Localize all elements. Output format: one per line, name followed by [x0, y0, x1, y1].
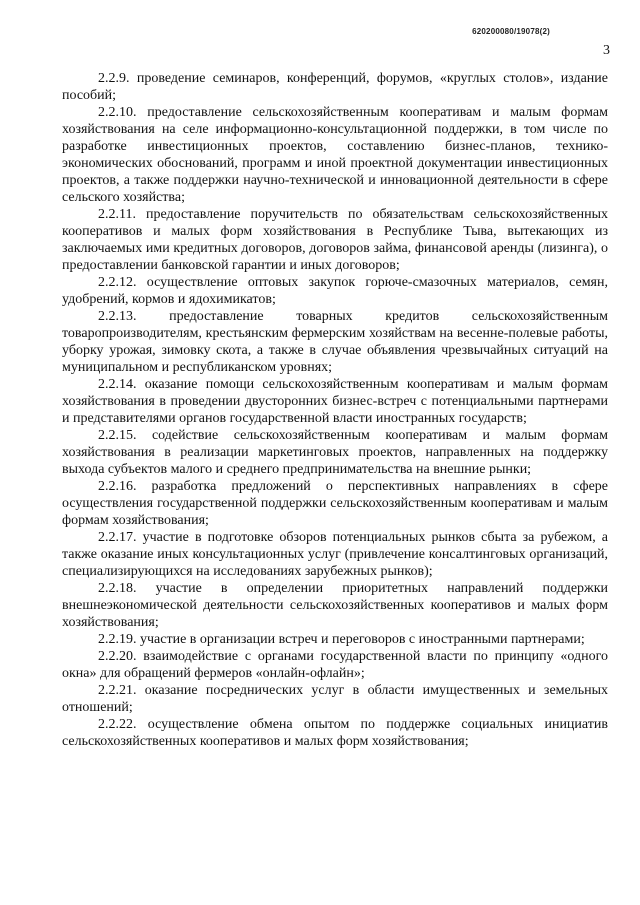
paragraph-2-2-9: 2.2.9. проведение семинаров, конференций, форумов, «круглых столов», издание пособий; [62, 71, 608, 103]
paragraph-2-2-13: 2.2.13. предоставление товарных кредитов сельскохозяйственным товаропроизводителям, крестьянским фермерским хозяйствам на весенне-полевые работы, уборку урожая, зимовку скота, а также в случае объявления чрезвычайных ситуаций на муниципальном и республиканском уровнях; [62, 309, 608, 375]
paragraph-2-2-12: 2.2.12. осуществление оптовых закупок горюче-смазочных материалов, семян, удобрений, кормов и ядохимикатов; [62, 275, 608, 307]
page-number: 3 [603, 43, 610, 58]
paragraph-2-2-14: 2.2.14. оказание помощи сельскохозяйственным кооперативам и малым формам хозяйствования в проведении двусторонних бизнес-встреч с потенциальными партнерами и представителями органов государственной власти иностранных государств; [62, 377, 608, 426]
paragraph-2-2-21: 2.2.21. оказание посреднических услуг в области имущественных и земельных отношений; [62, 683, 608, 715]
paragraph-2-2-11: 2.2.11. предоставление поручительств по обязательствам сельскохозяйственных кооперативов и малых форм хозяйствования в Республике Тыва, вытекающих из заключаемых ими кредитных договоров, договоров займа, финансовой аренды (лизинга), о предоставлении банковской гарантии и иных договоров; [62, 207, 608, 273]
paragraph-2-2-16: 2.2.16. разработка предложений о перспективных направлениях в сфере осуществления государственной поддержки сельскохозяйственным кооперативам и малым формам хозяйствования; [62, 479, 608, 528]
paragraph-2-2-10: 2.2.10. предоставление сельскохозяйственным кооперативам и малым формам хозяйствования на селе информационно-консультационной поддержки, в том числе по разработке инвестиционных проектов, составлению бизнес-планов, технико-экономических обоснований, программ и иной проектной документации инвестиционных проектов, а также поддержки научно-технической и инновационной деятельности в сфере сельского хозяйства; [62, 105, 608, 205]
document-body [62, 70, 608, 750]
paragraph-2-2-18: 2.2.18. участие в определении приоритетных направлений поддержки внешнеэкономической деятельности сельскохозяйственных кооперативов и малых форм хозяйствования; [62, 581, 608, 630]
paragraph-2-2-15: 2.2.15. содействие сельскохозяйственным кооперативам и малым формам хозяйствования в реализации маркетинговых проектов, направленных на поддержку выхода субъектов малого и среднего предпринимательства на внешние рынки; [62, 428, 608, 477]
paragraph-2-2-19: 2.2.19. участие в организации встреч и переговоров с иностранными партнерами; [98, 632, 585, 647]
paragraph-2-2-17: 2.2.17. участие в подготовке обзоров потенциальных рынков сбыта за рубежом, а также оказание иных консультационных услуг (привлечение консалтинговых организаций, специализирующихся на исследованиях зарубежных рынков); [62, 530, 608, 579]
paragraph-2-2-22: 2.2.22. осуществление обмена опытом по поддержке социальных инициатив сельскохозяйственных кооперативов и малых форм хозяйствования; [62, 717, 608, 749]
document-id: 620200080/19078(2) [472, 27, 550, 36]
paragraph-2-2-20: 2.2.20. взаимодействие с органами государственной власти по принципу «одного окна» для обращений фермеров «онлайн-офлайн»; [62, 649, 608, 681]
